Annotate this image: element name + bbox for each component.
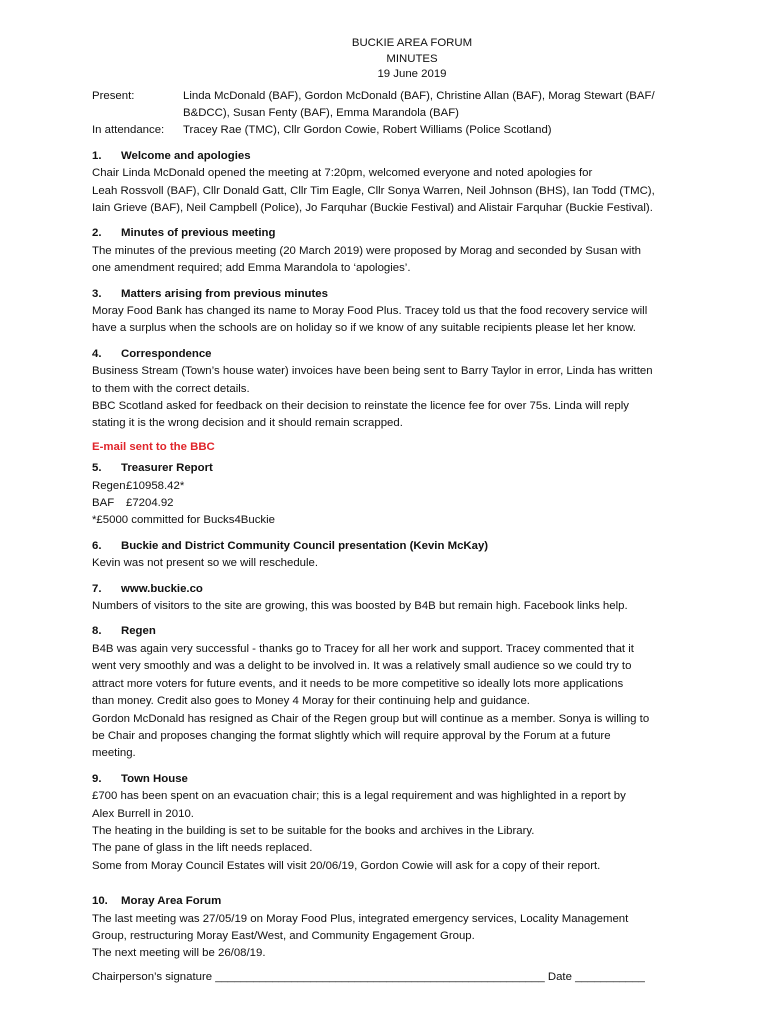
section-heading-4: 4. Correspondence [92, 347, 212, 360]
section-body-1: Chair Linda McDonald opened the meeting at 7:20pm, welcomed everyone and noted apologies for Leah Rossvoll (BAF), Cllr Donald Gatt, Cllr Tim Eagle, Cllr Sonya Warren, Neil Johnson (BHS), Ian Todd (TMC), Iain Grieve (BAF), Neil Campbell (Police), Jo Farquhar (Buckie Festival) and Alistair Farquhar (Buckie Festival). [92, 167, 655, 214]
present-row [92, 88, 742, 123]
section-body-7: Numbers of visitors to the site are growing, this was boosted by B4B but remain high. Facebook links help. [92, 600, 628, 613]
baf-balance: BAF £7204.92 [92, 497, 174, 510]
meeting-date: 19 June 2019 [377, 68, 447, 80]
attendance-row [92, 122, 742, 139]
attendance-label: In attendance: [92, 124, 165, 137]
date-blank: ___________ [575, 970, 645, 983]
section-heading-8: 8. Regen [92, 625, 156, 638]
section-heading-1: 1. Welcome and apologies [92, 149, 251, 162]
section-body-2: The minutes of the previous meeting (20 March 2019) were proposed by Morag and seconded by Susan with one amendment required; add Emma Marandola to ‘apologies’. [92, 244, 641, 275]
section-heading-7: 7. www.buckie.co [92, 582, 203, 595]
section-heading-9: 9. Town House [92, 772, 188, 785]
section-body-5 [92, 478, 742, 530]
document-header [92, 36, 732, 83]
treasurer-note: *£5000 committed for Bucks4Buckie [92, 514, 275, 527]
signature-line [92, 969, 742, 986]
minutes-document [92, 36, 742, 986]
regen-balance: Regen£10958.42* [92, 479, 185, 492]
section-heading-10: 10. Moray Area Forum [92, 895, 222, 908]
section-heading-3: 3. Matters arising from previous minutes [92, 287, 328, 300]
present-label: Present: [92, 89, 135, 102]
signature-label: Chairperson’s signature [92, 970, 213, 983]
section-heading-6: 6. Buckie and District Community Council presentation (Kevin McKay) [92, 539, 489, 552]
section-body-4: Business Stream (Town’s house water) invoices have been being sent to Barry Taylor in error, Linda has written to them with the correct details. BBC Scotland asked for feedback on their decision to reinstate the licence fee for over 75s. Linda will reply stating it is the wrong decision and it should remain scrapped. [92, 365, 653, 430]
signature-blank: ____________________________________________________ [215, 970, 545, 983]
section-body-9: £700 has been spent on an evacuation chair; this is a legal requirement and was highlighted in a report by Alex Burrell in 2010. The heating in the building is set to be suitable for the books and archives in the Library. The pane of glass in the lift needs replaced. Some from Moray Council Estates will visit 20/06/19, Gordon Cowie will ask for a copy of their report. [92, 790, 626, 872]
section-heading-2: 2. Minutes of previous meeting [92, 227, 276, 240]
attendance-block [92, 88, 742, 140]
section-body-10: The last meeting was 27/05/19 on Moray Food Plus, integrated emergency services, Locality Management Group, restructuring Moray East/West, and Community Engagement Group. The next meeting will be 26/08/19. [92, 912, 629, 960]
date-label: Date [547, 970, 572, 983]
section-heading-5: 5. Treasurer Report [92, 462, 213, 475]
present-list: Linda McDonald (BAF), Gordon McDonald (BAF), Christine Allan (BAF), Morag Stewart (BAF/ B&DCC), Susan Fenty (BAF), Emma Marandola (BAF) [183, 89, 655, 119]
section-body-8: B4B was again very successful - thanks go to Tracey for all her work and support. Tracey commented that it went very smoothly and was a delight to be involved in. It was a relatively small audience so we could try to attract more voters for future events, and it needs to be more competitive so ideally lots more applications than money. Credit also goes to Money 4 Moray for their continuing help and guidance. Gordon McDonald has resigned as Chair of the Regen group but will continue as a member. Sonya is willing to be Chair and proposes changing the format slightly which will require approval by the Forum at a future meeting. [92, 642, 650, 760]
forum-title: BUCKIE AREA FORUM [351, 37, 473, 49]
bbc-email-note: E-mail sent to the BBC [92, 440, 215, 453]
attendance-list: Tracey Rae (TMC), Cllr Gordon Cowie, Robert Williams (Police Scotland) [183, 124, 552, 137]
section-body-3: Moray Food Bank has changed its name to Moray Food Plus. Tracey told us that the food recovery service will have a surplus when the schools are on holiday so if we know of any suitable recipients please let her know. [92, 304, 648, 335]
section-body-6: Kevin was not present so we will reschedule. [92, 557, 319, 570]
document-type: MINUTES [386, 52, 438, 65]
